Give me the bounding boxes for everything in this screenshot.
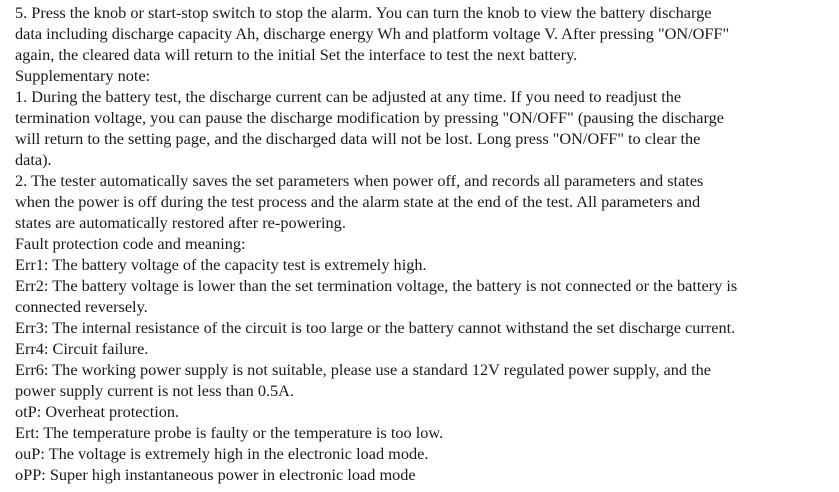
supplementary-note-heading: Supplementary note: bbox=[15, 66, 151, 85]
fault-code-err2: Err2: The battery voltage is lower than the set termination voltage, the battery is not connected or the battery is bbox=[15, 276, 738, 295]
fault-code-opp: oPP: Super high instantaneous power in electronic load mode bbox=[15, 465, 416, 484]
fault-code-ert: Ert: The temperature probe is faulty or the temperature is too low. bbox=[15, 423, 444, 442]
note-1-line: data). bbox=[15, 150, 52, 169]
fault-code-err1: Err1: The battery voltage of the capacity test is extremely high. bbox=[15, 255, 427, 274]
text-line: data including discharge capacity Ah, discharge energy Wh and platform voltage V. After pressing "ON/OFF" bbox=[15, 24, 730, 43]
fault-code-oup: ouP: The voltage is extremely high in the electronic load mode. bbox=[15, 444, 429, 463]
fault-code-err3: Err3: The internal resistance of the circuit is too large or the battery cannot withstand the set discharge current. bbox=[15, 318, 736, 337]
note-1-line: termination voltage, you can pause the discharge modification by pressing "ON/OFF" (pausing the discharge bbox=[15, 108, 725, 127]
fault-code-err4: Err4: Circuit failure. bbox=[15, 339, 149, 358]
note-1-line: will return to the setting page, and the discharged data will not be lost. Long press "ON/OFF" to clear the bbox=[15, 129, 701, 148]
text-line: again, the cleared data will return to the initial Set the interface to test the next battery. bbox=[15, 45, 578, 64]
note-2-line: states are automatically restored after re-powering. bbox=[15, 213, 346, 232]
fault-code-err6: Err6: The working power supply is not suitable, please use a standard 12V regulated power supply, and the bbox=[15, 360, 712, 379]
note-1-line: 1. During the battery test, the discharge current can be adjusted at any time. If you need to readjust the bbox=[15, 87, 682, 106]
text-line-step-5: 5. Press the knob or start-stop switch to stop the alarm. You can turn the knob to view the battery discharge bbox=[15, 3, 712, 22]
fault-code-err6-cont: power supply current is not less than 0.5A. bbox=[15, 381, 294, 400]
fault-code-otp: otP: Overheat protection. bbox=[15, 402, 180, 421]
fault-codes-heading: Fault protection code and meaning: bbox=[15, 234, 246, 253]
note-2-line: when the power is off during the test process and the alarm state at the end of the test. All parameters and bbox=[15, 192, 701, 211]
note-2-line: 2. The tester automatically saves the set parameters when power off, and records all parameters and states bbox=[15, 171, 704, 190]
fault-code-err2-cont: connected reversely. bbox=[15, 297, 148, 316]
